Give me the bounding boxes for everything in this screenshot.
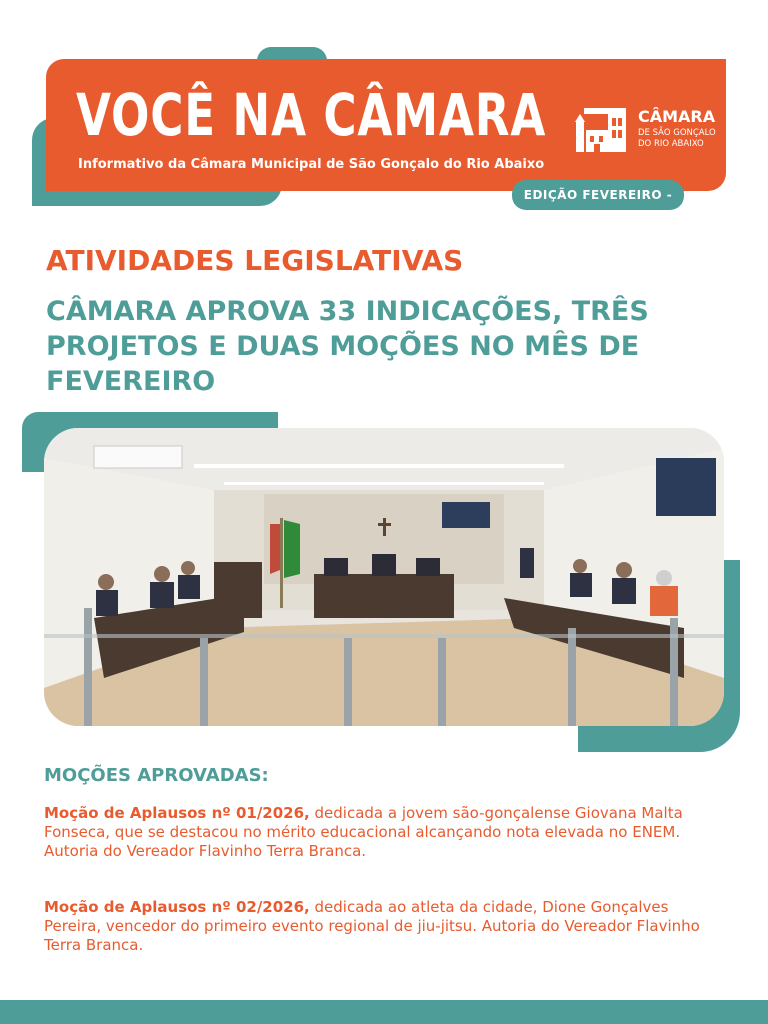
mocao-item: [44, 804, 704, 861]
mocoes-title: MOÇÕES APROVADAS:: [44, 765, 269, 786]
mocao-text: dedicada ao atleta da cidade, Dione Gonçalves Pereira, vencedor do primeiro evento regional de jiu-jitsu. Autoria do Vereador Flavinho Terra Branca.: [44, 898, 700, 954]
newsletter-title: VOCÊ NA CÂMARA: [76, 81, 547, 149]
footer-bar: [0, 1000, 768, 1024]
edition-badge: EDIÇÃO FEVEREIRO - 2026: [512, 180, 684, 210]
logo-subtitle-line2: DO RIO ABAIXO: [638, 139, 704, 149]
mocao-text: dedicada a jovem são-gonçalense Giovana Malta Fonseca, que se destacou no mérito educacional alcançando nota elevada no ENEM. Autoria do Vereador Flavinho Terra Branca.: [44, 804, 683, 860]
newsletter-subtitle: Informativo da Câmara Municipal de São Gonçalo do Rio Abaixo: [78, 157, 545, 172]
section-label: ATIVIDADES LEGISLATIVAS: [46, 244, 464, 277]
logo-subtitle-line1: DE SÃO GONÇALO: [638, 128, 716, 138]
plenary-session-photo: [44, 428, 724, 726]
chamber-building-icon: [572, 100, 632, 160]
mocao-lead: Moção de Aplausos nº 02/2026,: [44, 898, 310, 916]
mocao-item: [44, 898, 704, 955]
mocao-lead: Moção de Aplausos nº 01/2026,: [44, 804, 310, 822]
logo-name: CÂMARA: [638, 107, 716, 126]
headline: CÂMARA APROVA 33 INDICAÇÕES, TRÊS PROJETOS E DUAS MOÇÕES NO MÊS DE FEVEREIRO: [46, 296, 649, 397]
